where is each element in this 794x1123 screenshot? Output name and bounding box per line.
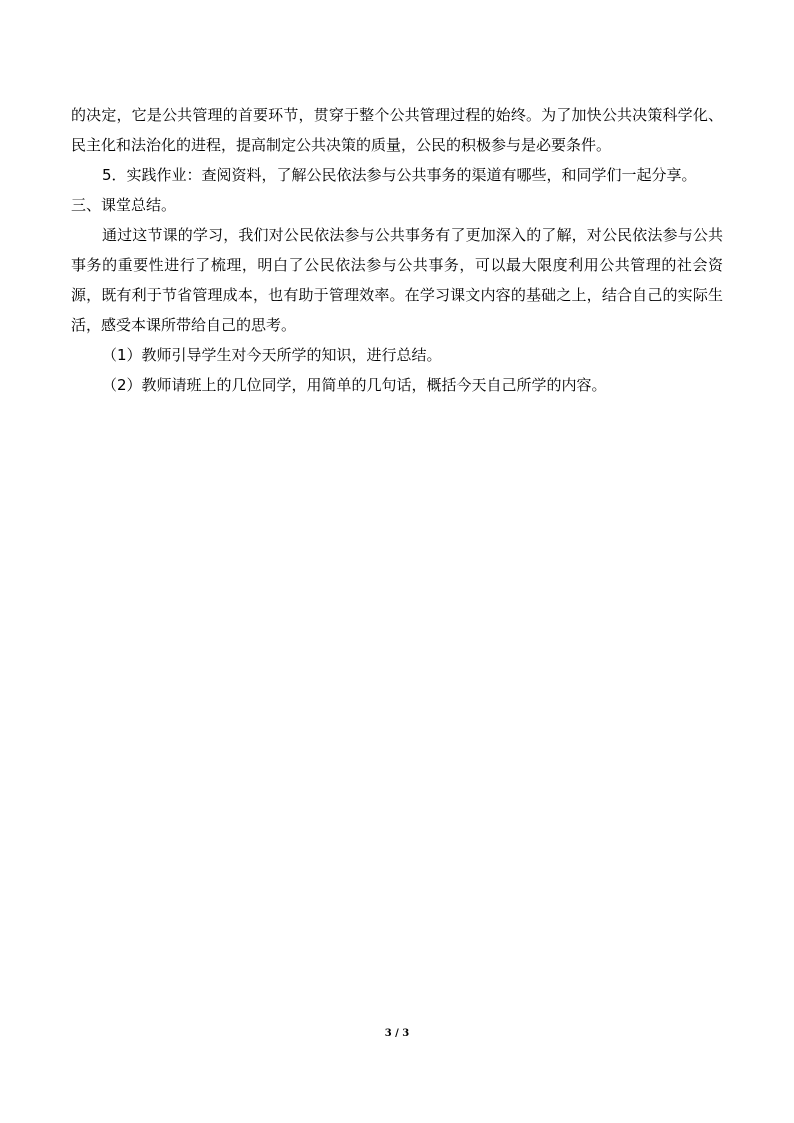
paragraph-summary: 通过这节课的学习，我们对公民依法参与公共事务有了更加深入的了解，对公民依法参与公共事务的重要性进行了梳理，明白了公民依法参与公共事务，可以最大限度利用公共管理的社会资源，既有利于节省管理成本，也有助于管理效率。在学习课文内容的基础之上，结合自己的实际生活，感受本课所带给自己的思考。 — [71, 226, 723, 334]
paragraph-practice-homework: 5．实践作业：查阅资料，了解公民依法参与公共事务的渠道有哪些，和同学们一起分享。 — [102, 166, 697, 184]
paragraph-step-1: （1）教师引导学生对今天所学的知识，进行总结。 — [102, 346, 442, 364]
page-number: 3 / 3 — [384, 1028, 410, 1039]
paragraph-step-2: （2）教师请班上的几位同学，用简单的几句话，概括今天自己所学的内容。 — [102, 376, 607, 394]
document-body — [71, 100, 723, 400]
section-heading-class-summary: 三、课堂总结。 — [71, 196, 177, 214]
paragraph-continuation: 的决定，它是公共管理的首要环节，贯穿于整个公共管理过程的始终。为了加快公共决策科学化、民主化和法治化的进程，提高制定公共决策的质量，公民的积极参与是必要条件。 — [71, 106, 723, 154]
